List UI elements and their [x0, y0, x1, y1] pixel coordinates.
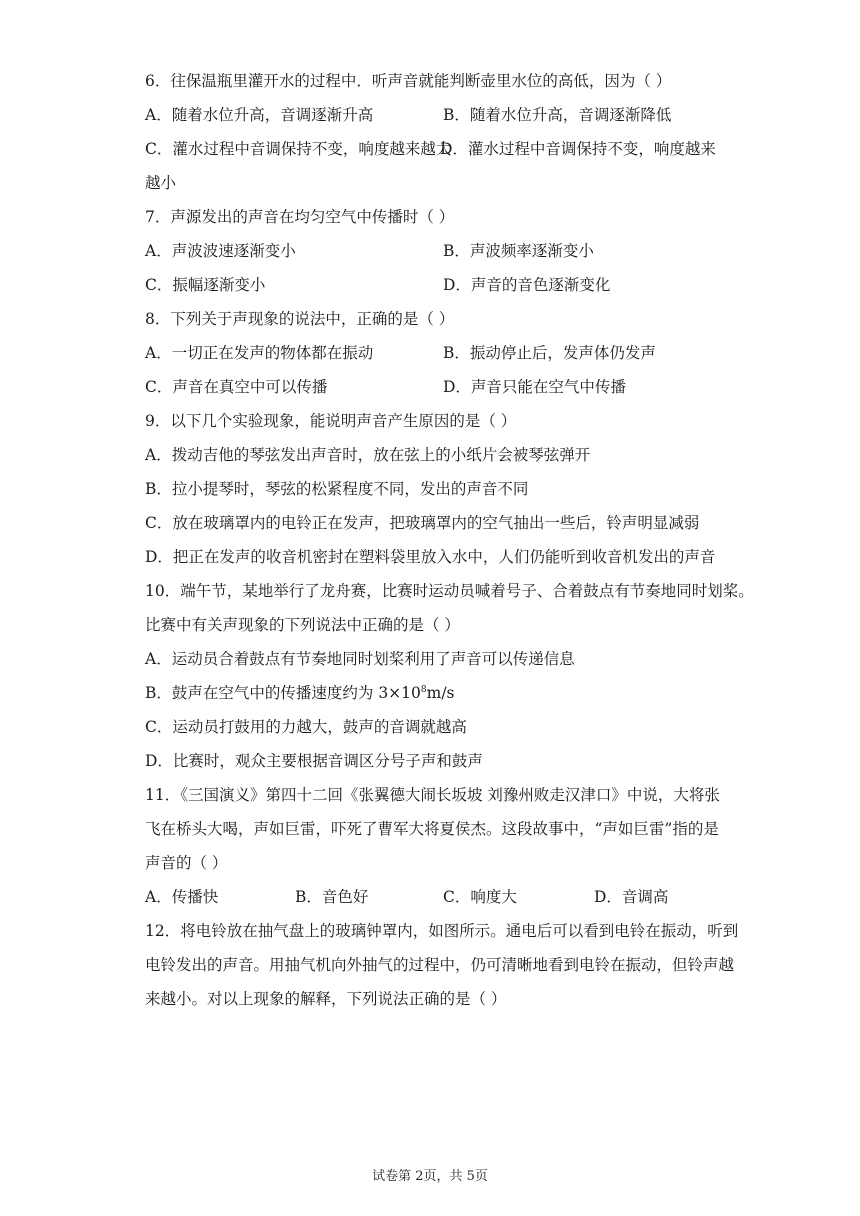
q9-option-c: C．放在玻璃罩内的电铃正在发声，把玻璃罩内的空气抽出一些后，铃声明显减弱 — [145, 514, 700, 532]
question-7-stem: 7．声源发出的声音在均匀空气中传播时（ ） — [145, 208, 455, 226]
question-11-stem-line-1: 11．《三国演义》第四十二回《张翼德大闹长坂坡 刘豫州败走汉津口》中说，大将张 — [145, 786, 720, 804]
q10-option-a: A．运动员合着鼓点有节奏地同时划桨利用了声音可以传递信息 — [145, 650, 575, 668]
q8-option-b: B．振动停止后，发声体仍发声 — [443, 344, 656, 362]
question-10-stem-line-1: 10．端午节，某地举行了龙舟赛，比赛时运动员喊着号子、合着鼓点有节奏地同时划桨。 — [145, 582, 754, 600]
question-11-stem-line-3: 声音的（ ） — [145, 854, 228, 872]
question-10-stem-line-2: 比赛中有关声现象的下列说法中正确的是（ ） — [145, 616, 460, 634]
q11-option-b: B．音色好 — [295, 888, 369, 906]
q6-option-b: B．随着水位升高，音调逐渐降低 — [443, 106, 672, 124]
q10-option-c: C．运动员打鼓用的力越大，鼓声的音调就越高 — [145, 718, 467, 736]
q10-option-b-unit: m/s — [426, 684, 455, 702]
q6-option-d: D．灌水过程中音调保持不变，响度越来 — [440, 140, 716, 158]
q9-option-d: D．把正在发声的收音机密封在塑料袋里放入水中，人们仍能听到收音机发出的声音 — [145, 548, 716, 566]
q9-option-a: A．拨动吉他的琴弦发出声音时，放在弦上的小纸片会被琴弦弹开 — [145, 446, 591, 464]
q6-option-d-continued: 越小 — [145, 174, 177, 192]
question-8-stem: 8．下列关于声现象的说法中，正确的是（ ） — [145, 310, 455, 328]
q7-option-c: C．振幅逐渐变小 — [145, 276, 266, 294]
page-footer: 试卷第 2页，共 5页 — [372, 1169, 488, 1184]
q11-option-a: A．传播快 — [145, 888, 219, 906]
q6-option-a: A．随着水位升高，音调逐渐升高 — [145, 106, 374, 124]
q10-option-d: D．比赛时，观众主要根据音调区分号子声和鼓声 — [145, 752, 483, 770]
question-12-stem-line-2: 电铃发出的声音。用抽气机向外抽气的过程中，仍可清晰地看到电铃在振动，但铃声越 — [145, 956, 735, 974]
q10-option-b-exponent: 8 — [420, 685, 427, 695]
q7-option-a: A．声波波速逐渐变小 — [145, 242, 296, 260]
q11-option-c: C．响度大 — [443, 888, 517, 906]
question-12-stem-line-3: 来越小。对以上现象的解释，下列说法正确的是（ ） — [145, 990, 507, 1008]
q7-option-d: D．声音的音色逐渐变化 — [443, 276, 611, 294]
question-6-stem: 6．往保温瓶里灌开水的过程中．听声音就能判断壶里水位的高低，因为（ ） — [145, 72, 672, 90]
q8-option-c: C．声音在真空中可以传播 — [145, 378, 328, 396]
q11-option-d: D．音调高 — [594, 888, 669, 906]
question-11-stem-line-2: 飞在桥头大喝，声如巨雷，吓死了曹军大将夏侯杰。这段故事中，“声如巨雷”指的是 — [145, 820, 719, 838]
q9-option-b: B．拉小提琴时，琴弦的松紧程度不同，发出的声音不同 — [145, 480, 529, 498]
q6-option-c: C．灌水过程中音调保持不变，响度越来越大 — [145, 140, 452, 158]
q8-option-d: D．声音只能在空气中传播 — [443, 378, 626, 396]
question-9-stem: 9．以下几个实验现象，能说明声音产生原因的是（ ） — [145, 412, 517, 430]
question-12-stem-line-1: 12．将电铃放在抽气盘上的玻璃钟罩内，如图所示。通电后可以看到电铃在振动，听到 — [145, 922, 739, 940]
q7-option-b: B．声波频率逐渐变小 — [443, 242, 594, 260]
q10-option-b-text: B．鼓声在空气中的传播速度约为 3×10 — [145, 684, 421, 702]
q8-option-a: A．一切正在发声的物体都在振动 — [145, 344, 374, 362]
q10-option-b — [145, 683, 455, 703]
